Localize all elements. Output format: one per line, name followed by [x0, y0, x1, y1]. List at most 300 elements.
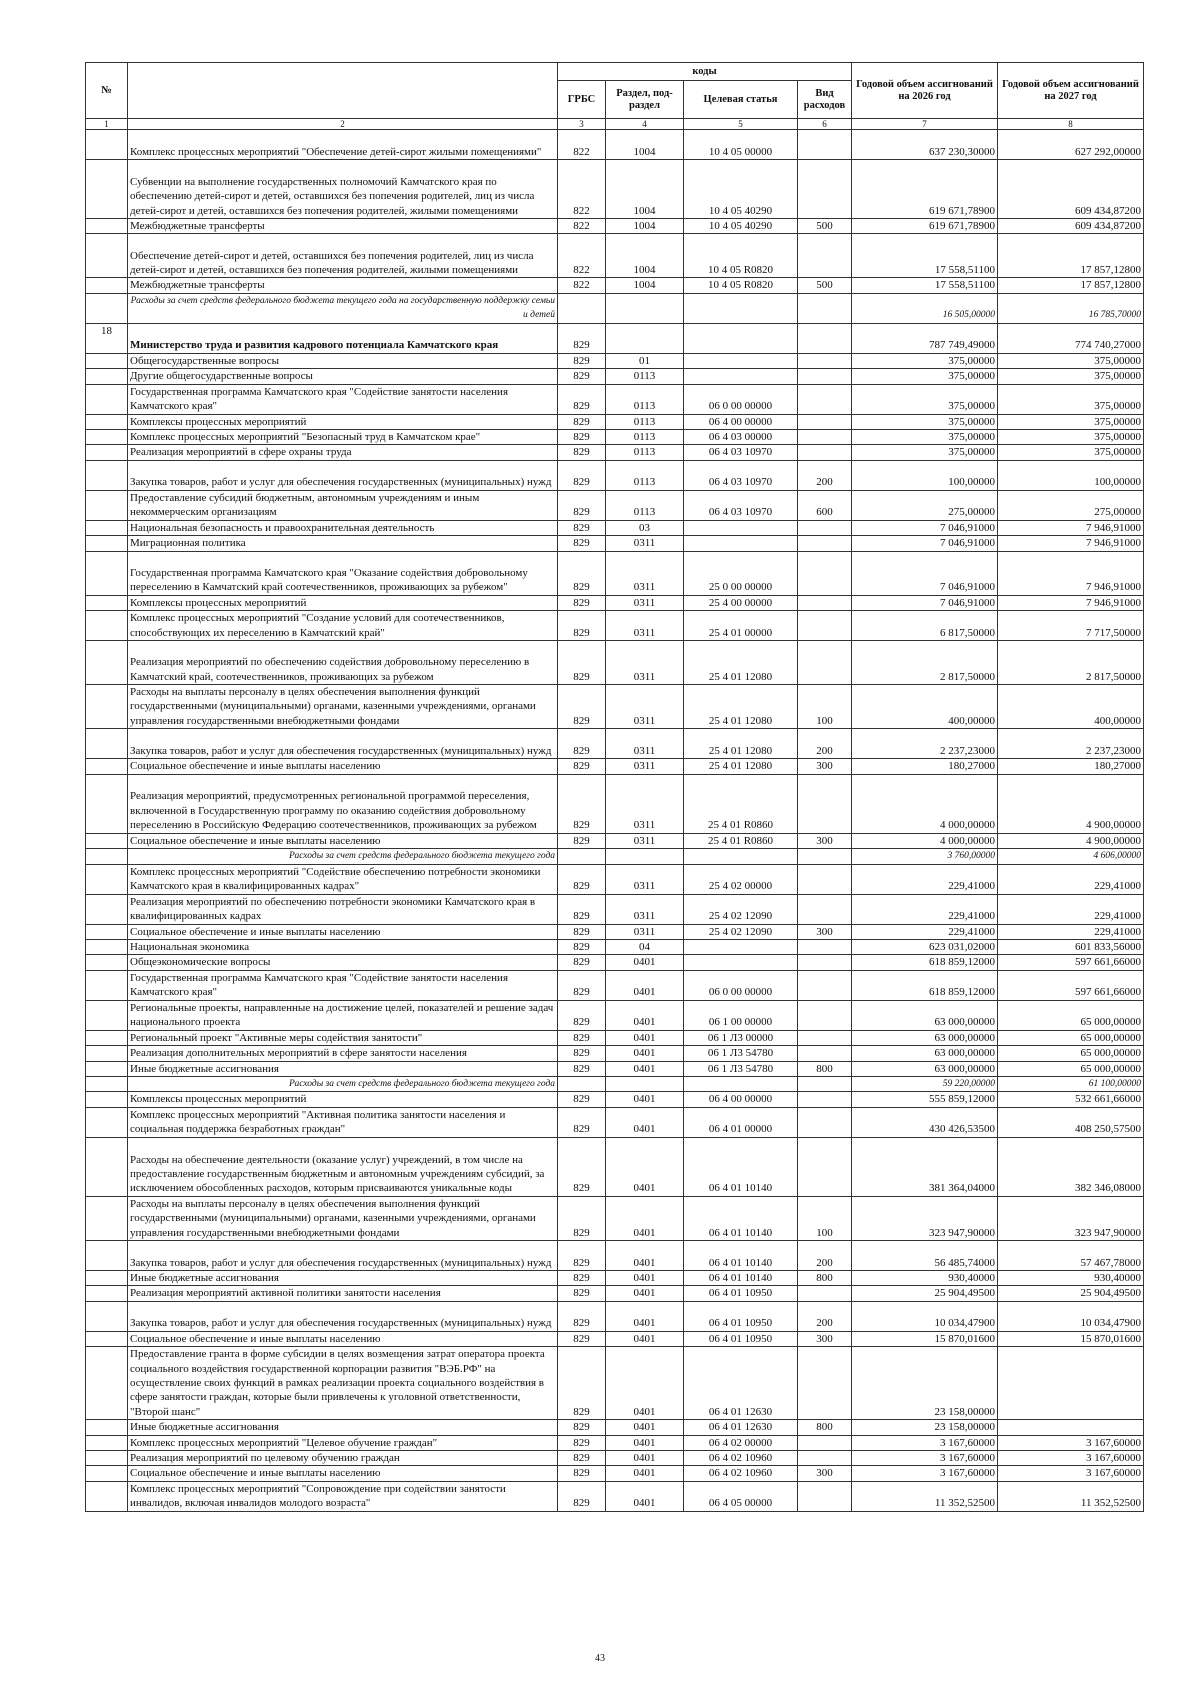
row-statya [684, 536, 798, 551]
table-row [86, 924, 1144, 939]
row-amount-2027: 4 900,00000 [998, 774, 1144, 833]
row-grbs: 822 [558, 130, 606, 160]
row-razdel: 04 [606, 939, 684, 954]
page-number: 43 [595, 1653, 605, 1664]
row-amount-2027: 15 870,01600 [998, 1331, 1144, 1346]
row-number [86, 1481, 128, 1511]
row-name: Общегосударственные вопросы [128, 353, 558, 368]
row-amount-2027: 609 434,87200 [998, 160, 1144, 219]
row-number [86, 1240, 128, 1270]
row-number [86, 1301, 128, 1331]
row-name: Реализация мероприятий активной политики занятости населения [128, 1286, 558, 1301]
row-statya: 25 4 01 12080 [684, 729, 798, 759]
row-razdel: 0401 [606, 1107, 684, 1137]
row-number [86, 759, 128, 774]
row-amount-2026: 7 046,91000 [852, 520, 998, 535]
table-row [86, 234, 1144, 278]
table-row [86, 595, 1144, 610]
row-number [86, 1137, 128, 1196]
row-amount-2027: 17 857,12800 [998, 234, 1144, 278]
row-statya [684, 293, 798, 323]
row-amount-2027: 597 661,66000 [998, 970, 1144, 1000]
row-vid [798, 595, 852, 610]
row-amount-2026: 2 237,23000 [852, 729, 998, 759]
row-razdel: 0401 [606, 1030, 684, 1045]
row-name: Комплекс процессных мероприятий "Безопасный труд в Камчатском крае" [128, 430, 558, 445]
row-razdel: 0311 [606, 551, 684, 595]
row-grbs: 822 [558, 160, 606, 219]
row-statya: 10 4 05 40290 [684, 160, 798, 219]
table-row [86, 460, 1144, 490]
row-vid [798, 430, 852, 445]
row-razdel: 0401 [606, 1301, 684, 1331]
row-number [86, 894, 128, 924]
row-amount-2027: 65 000,00000 [998, 1046, 1144, 1061]
row-statya: 06 4 01 12630 [684, 1420, 798, 1435]
row-amount-2026: 375,00000 [852, 353, 998, 368]
row-razdel: 0401 [606, 1420, 684, 1435]
row-number [86, 219, 128, 234]
row-razdel: 0401 [606, 1466, 684, 1481]
row-number [86, 939, 128, 954]
row-amount-2026: 375,00000 [852, 369, 998, 384]
row-amount-2026: 3 167,60000 [852, 1466, 998, 1481]
row-vid [798, 160, 852, 219]
row-name: Реализация мероприятий, предусмотренных региональной программой переселения, включенной в Государственную программу по оказанию содействия добровольному переселению в Российскую Федерацию соотечественников, проживающих за рубежом [128, 774, 558, 833]
row-amount-2027: 229,41000 [998, 864, 1144, 894]
row-number [86, 460, 128, 490]
row-number [86, 536, 128, 551]
row-name: Предоставление субсидий бюджетным, автономным учреждениям и иным некоммерческим организациям [128, 490, 558, 520]
row-grbs: 829 [558, 1000, 606, 1030]
row-razdel: 0311 [606, 864, 684, 894]
row-number [86, 1286, 128, 1301]
row-amount-2026: 17 558,51100 [852, 278, 998, 293]
row-amount-2026: 375,00000 [852, 430, 998, 445]
row-amount-2027: 7 946,91000 [998, 595, 1144, 610]
row-amount-2027: 323 947,90000 [998, 1196, 1144, 1240]
table-row [86, 849, 1144, 864]
row-vid [798, 1030, 852, 1045]
row-statya: 06 4 02 10960 [684, 1466, 798, 1481]
row-grbs: 829 [558, 323, 606, 353]
row-statya: 06 4 01 10140 [684, 1240, 798, 1270]
row-number [86, 445, 128, 460]
row-vid: 100 [798, 1196, 852, 1240]
row-amount-2026: 7 046,91000 [852, 551, 998, 595]
row-razdel: 0401 [606, 1331, 684, 1346]
row-grbs: 829 [558, 1061, 606, 1076]
table-row [86, 219, 1144, 234]
row-number [86, 1331, 128, 1346]
row-number [86, 595, 128, 610]
row-amount-2027: 4 900,00000 [998, 833, 1144, 848]
table-row [86, 414, 1144, 429]
row-grbs: 829 [558, 430, 606, 445]
row-number [86, 130, 128, 160]
table-row [86, 1301, 1144, 1331]
row-statya [684, 955, 798, 970]
row-amount-2027 [998, 1420, 1144, 1435]
row-razdel [606, 1076, 684, 1091]
row-number [86, 278, 128, 293]
row-amount-2027: 17 857,12800 [998, 278, 1144, 293]
row-name: Национальная безопасность и правоохранительная деятельность [128, 520, 558, 535]
row-amount-2027: 400,00000 [998, 685, 1144, 729]
row-amount-2026: 56 485,74000 [852, 1240, 998, 1270]
row-amount-2027: 10 034,47900 [998, 1301, 1144, 1331]
row-vid [798, 520, 852, 535]
row-number [86, 1435, 128, 1450]
row-amount-2026: 17 558,51100 [852, 234, 998, 278]
row-statya: 06 4 01 10140 [684, 1270, 798, 1285]
row-vid [798, 864, 852, 894]
row-amount-2027: 3 167,60000 [998, 1435, 1144, 1450]
row-amount-2026: 619 671,78900 [852, 219, 998, 234]
row-grbs: 829 [558, 641, 606, 685]
row-number: 18 [86, 323, 128, 353]
row-statya: 06 1 Л3 54780 [684, 1061, 798, 1076]
row-statya: 06 4 05 00000 [684, 1481, 798, 1511]
row-grbs: 829 [558, 1092, 606, 1107]
row-statya: 06 4 01 12630 [684, 1347, 798, 1420]
table-row [86, 536, 1144, 551]
row-vid [798, 955, 852, 970]
table-row [86, 278, 1144, 293]
row-amount-2027: 375,00000 [998, 353, 1144, 368]
row-razdel: 0401 [606, 1481, 684, 1511]
row-razdel: 0401 [606, 1240, 684, 1270]
row-amount-2026: 323 947,90000 [852, 1196, 998, 1240]
row-amount-2027: 3 167,60000 [998, 1451, 1144, 1466]
table-row [86, 490, 1144, 520]
row-amount-2027: 4 606,00000 [998, 849, 1144, 864]
row-statya: 25 4 02 00000 [684, 864, 798, 894]
row-grbs: 829 [558, 369, 606, 384]
row-statya [684, 353, 798, 368]
table-row [86, 430, 1144, 445]
row-razdel: 0401 [606, 1435, 684, 1450]
row-vid [798, 323, 852, 353]
header-statya: Целевая статья [684, 81, 798, 119]
row-grbs: 829 [558, 1270, 606, 1285]
row-name: Другие общегосударственные вопросы [128, 369, 558, 384]
row-grbs: 829 [558, 1451, 606, 1466]
row-name: Комплекс процессных мероприятий "Обеспечение детей-сирот жилыми помещениями" [128, 130, 558, 160]
row-statya: 06 4 01 10140 [684, 1137, 798, 1196]
table-row [86, 1046, 1144, 1061]
row-razdel: 1004 [606, 130, 684, 160]
row-razdel [606, 849, 684, 864]
row-number [86, 924, 128, 939]
row-name: Предоставление гранта в форме субсидии в целях возмещения затрат оператора проекта социального воздействия государственной корпорации развития "ВЭБ.РФ" на осуществление своих функций в рамках реализации проекта социального воздействия в сфере занятости граждан, которые были привлечены к уголовной ответственности, "Второй шанс" [128, 1347, 558, 1420]
row-grbs: 829 [558, 939, 606, 954]
row-amount-2026: 7 046,91000 [852, 595, 998, 610]
row-amount-2027: 16 785,70000 [998, 293, 1144, 323]
row-vid [798, 1435, 852, 1450]
row-vid [798, 1046, 852, 1061]
row-vid [798, 849, 852, 864]
row-statya: 25 0 00 00000 [684, 551, 798, 595]
header-num: № [86, 63, 128, 119]
row-amount-2027: 65 000,00000 [998, 1000, 1144, 1030]
row-number [86, 955, 128, 970]
row-amount-2027: 375,00000 [998, 369, 1144, 384]
row-grbs: 829 [558, 414, 606, 429]
row-amount-2027: 11 352,52500 [998, 1481, 1144, 1511]
row-razdel: 1004 [606, 160, 684, 219]
row-amount-2026: 100,00000 [852, 460, 998, 490]
row-vid [798, 1000, 852, 1030]
row-vid [798, 1076, 852, 1091]
row-grbs: 829 [558, 729, 606, 759]
row-statya [684, 849, 798, 864]
row-razdel: 0311 [606, 641, 684, 685]
table-row [86, 520, 1144, 535]
row-amount-2027: 375,00000 [998, 414, 1144, 429]
row-vid [798, 1137, 852, 1196]
row-statya: 10 4 05 40290 [684, 219, 798, 234]
row-statya: 06 4 01 10950 [684, 1301, 798, 1331]
row-razdel: 01 [606, 353, 684, 368]
row-statya: 10 4 05 R0820 [684, 278, 798, 293]
row-amount-2026: 637 230,30000 [852, 130, 998, 160]
table-row [86, 160, 1144, 219]
row-name: Региональный проект "Активные меры содействия занятости" [128, 1030, 558, 1045]
row-number [86, 864, 128, 894]
header-grbs: ГРБС [558, 81, 606, 119]
row-amount-2026: 375,00000 [852, 384, 998, 414]
row-grbs [558, 849, 606, 864]
row-grbs: 829 [558, 1435, 606, 1450]
row-name: Комплекс процессных мероприятий "Целевое обучение граждан" [128, 1435, 558, 1450]
row-amount-2027: 229,41000 [998, 924, 1144, 939]
row-grbs: 829 [558, 1240, 606, 1270]
table-row [86, 1420, 1144, 1435]
row-number [86, 849, 128, 864]
table-row [86, 894, 1144, 924]
row-grbs: 822 [558, 219, 606, 234]
row-grbs: 829 [558, 1481, 606, 1511]
row-vid: 800 [798, 1270, 852, 1285]
row-name: Государственная программа Камчатского края "Содействие занятости населения Камчатского края" [128, 970, 558, 1000]
row-name: Миграционная политика [128, 536, 558, 551]
table-row [86, 353, 1144, 368]
col-number: 2 [128, 119, 558, 130]
row-amount-2026: 6 817,50000 [852, 611, 998, 641]
row-amount-2027: 774 740,27000 [998, 323, 1144, 353]
row-grbs: 829 [558, 774, 606, 833]
row-name: Комплекс процессных мероприятий "Содействие обеспечению потребности экономики Камчатского края в квалифицированных кадрах" [128, 864, 558, 894]
row-vid [798, 894, 852, 924]
row-number [86, 234, 128, 278]
table-row [86, 729, 1144, 759]
row-grbs: 829 [558, 520, 606, 535]
row-amount-2026: 15 870,01600 [852, 1331, 998, 1346]
row-number [86, 520, 128, 535]
table-row [86, 1347, 1144, 1420]
row-amount-2027: 597 661,66000 [998, 955, 1144, 970]
row-statya: 06 4 03 00000 [684, 430, 798, 445]
row-vid [798, 369, 852, 384]
row-amount-2027: 7 946,91000 [998, 520, 1144, 535]
row-amount-2026: 3 167,60000 [852, 1435, 998, 1450]
row-grbs: 829 [558, 1347, 606, 1420]
row-statya [684, 939, 798, 954]
col-number: 3 [558, 119, 606, 130]
row-number [86, 1030, 128, 1045]
row-grbs: 829 [558, 685, 606, 729]
row-vid: 200 [798, 1240, 852, 1270]
row-vid [798, 641, 852, 685]
row-razdel [606, 293, 684, 323]
row-amount-2027: 57 467,78000 [998, 1240, 1144, 1270]
row-vid [798, 1286, 852, 1301]
row-number [86, 1196, 128, 1240]
row-vid [798, 1481, 852, 1511]
row-razdel: 0401 [606, 1137, 684, 1196]
row-amount-2026: 23 158,00000 [852, 1420, 998, 1435]
row-amount-2027: 2 817,50000 [998, 641, 1144, 685]
row-name: Обеспечение детей-сирот и детей, оставшихся без попечения родителей, лиц из числа детей-сирот и детей, оставшихся без попечения родителей, жилыми помещениями [128, 234, 558, 278]
table-row [86, 1000, 1144, 1030]
row-razdel: 0113 [606, 430, 684, 445]
row-razdel: 0311 [606, 894, 684, 924]
col-number: 1 [86, 119, 128, 130]
row-name: Общеэкономические вопросы [128, 955, 558, 970]
row-amount-2026: 275,00000 [852, 490, 998, 520]
row-vid: 200 [798, 729, 852, 759]
row-vid [798, 384, 852, 414]
row-vid [798, 130, 852, 160]
row-vid: 300 [798, 1466, 852, 1481]
row-amount-2026: 229,41000 [852, 864, 998, 894]
row-amount-2027: 275,00000 [998, 490, 1144, 520]
row-statya: 06 1 Л3 00000 [684, 1030, 798, 1045]
row-amount-2026: 930,40000 [852, 1270, 998, 1285]
table-row [86, 1061, 1144, 1076]
row-name: Социальное обеспечение и иные выплаты населению [128, 1466, 558, 1481]
row-name: Расходы на обеспечение деятельности (оказание услуг) учреждений, в том числе на предоставление государственным бюджетным и автономным учреждениям субсидий, за исключением обособленных расходов, которым присваиваются уникальные коды [128, 1137, 558, 1196]
row-name: Расходы за счет средств федерального бюджета текущего года на государственную поддержку семьи и детей [128, 293, 558, 323]
row-number [86, 1270, 128, 1285]
row-amount-2026: 23 158,00000 [852, 1347, 998, 1420]
row-vid: 800 [798, 1420, 852, 1435]
row-vid: 100 [798, 685, 852, 729]
row-amount-2027: 180,27000 [998, 759, 1144, 774]
row-grbs: 829 [558, 894, 606, 924]
table-row [86, 1030, 1144, 1045]
row-grbs [558, 293, 606, 323]
row-grbs: 829 [558, 1466, 606, 1481]
row-amount-2026: 7 046,91000 [852, 536, 998, 551]
row-number [86, 1347, 128, 1420]
row-vid [798, 445, 852, 460]
col-number: 8 [998, 119, 1144, 130]
row-name: Национальная экономика [128, 939, 558, 954]
row-amount-2027: 61 100,00000 [998, 1076, 1144, 1091]
row-number [86, 685, 128, 729]
row-amount-2026: 63 000,00000 [852, 1030, 998, 1045]
table-row [86, 641, 1144, 685]
row-amount-2027: 7 946,91000 [998, 551, 1144, 595]
row-number [86, 384, 128, 414]
row-amount-2026: 3 167,60000 [852, 1451, 998, 1466]
row-razdel [606, 323, 684, 353]
row-number [86, 833, 128, 848]
row-amount-2027: 229,41000 [998, 894, 1144, 924]
row-vid [798, 414, 852, 429]
row-statya: 25 4 01 12080 [684, 641, 798, 685]
row-vid: 300 [798, 1331, 852, 1346]
row-amount-2027: 382 346,08000 [998, 1137, 1144, 1196]
row-name: Иные бюджетные ассигнования [128, 1420, 558, 1435]
row-razdel: 0401 [606, 1270, 684, 1285]
row-amount-2026: 430 426,53500 [852, 1107, 998, 1137]
row-amount-2026: 618 859,12000 [852, 955, 998, 970]
row-razdel: 1004 [606, 234, 684, 278]
row-grbs: 822 [558, 278, 606, 293]
table-row [86, 833, 1144, 848]
row-number [86, 430, 128, 445]
table-row [86, 611, 1144, 641]
row-vid: 500 [798, 219, 852, 234]
row-vid [798, 1451, 852, 1466]
row-grbs: 829 [558, 445, 606, 460]
row-razdel: 0401 [606, 1000, 684, 1030]
row-number [86, 1092, 128, 1107]
row-vid: 800 [798, 1061, 852, 1076]
table-row [86, 1451, 1144, 1466]
row-amount-2026: 10 034,47900 [852, 1301, 998, 1331]
table-row [86, 939, 1144, 954]
row-grbs: 829 [558, 924, 606, 939]
row-grbs: 829 [558, 536, 606, 551]
row-amount-2026: 4 000,00000 [852, 833, 998, 848]
col-number: 7 [852, 119, 998, 130]
row-name: Комплекс процессных мероприятий "Сопровождение при содействии занятости инвалидов, включая инвалидов молодого возраста" [128, 1481, 558, 1511]
row-statya: 25 4 01 12080 [684, 759, 798, 774]
row-vid: 500 [798, 278, 852, 293]
row-vid: 200 [798, 460, 852, 490]
table-row [86, 1435, 1144, 1450]
table-row [86, 445, 1144, 460]
row-number [86, 551, 128, 595]
row-grbs: 829 [558, 955, 606, 970]
row-vid [798, 1092, 852, 1107]
row-statya: 10 4 05 00000 [684, 130, 798, 160]
row-razdel: 03 [606, 520, 684, 535]
row-amount-2027: 2 237,23000 [998, 729, 1144, 759]
row-vid [798, 1107, 852, 1137]
row-number [86, 774, 128, 833]
row-razdel: 0401 [606, 1061, 684, 1076]
row-number [86, 1076, 128, 1091]
header-razdel: Раздел, под-раздел [606, 81, 684, 119]
row-statya: 06 0 00 00000 [684, 970, 798, 1000]
row-statya: 25 4 01 R0860 [684, 774, 798, 833]
row-grbs: 829 [558, 970, 606, 1000]
table-row [86, 369, 1144, 384]
row-vid [798, 1347, 852, 1420]
row-vid: 600 [798, 490, 852, 520]
row-statya: 25 4 02 12090 [684, 924, 798, 939]
row-name: Региональные проекты, направленные на достижение целей, показателей и решение задач национального проекта [128, 1000, 558, 1030]
row-grbs: 829 [558, 1286, 606, 1301]
row-name: Закупка товаров, работ и услуг для обеспечения государственных (муниципальных) нужд [128, 460, 558, 490]
table-row [86, 323, 1144, 353]
row-amount-2027: 25 904,49500 [998, 1286, 1144, 1301]
